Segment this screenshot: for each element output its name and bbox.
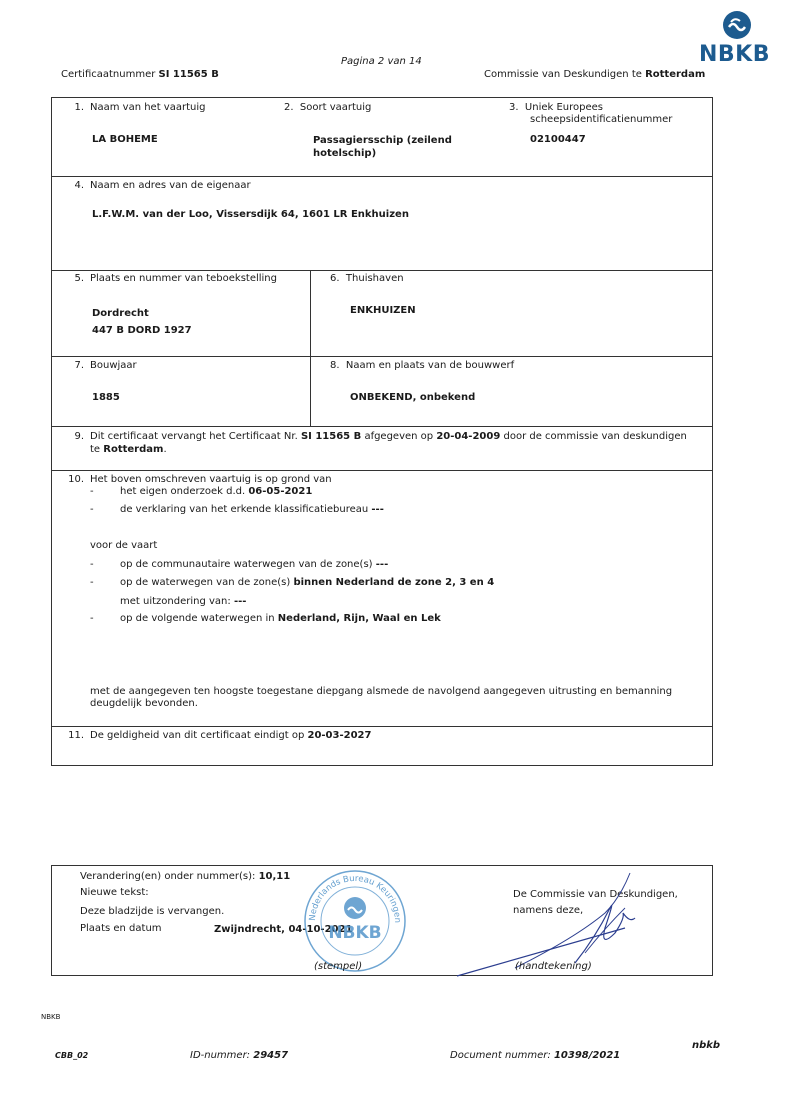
footer-id: ID-nummer: 29457 — [190, 1050, 289, 1061]
commission-line: Commissie van Deskundigen te Rotterdam — [484, 69, 706, 80]
field-3-label: 3. Uniek Europees scheepsidentificatienummer — [509, 102, 673, 125]
nbkb-logo: NBKB — [697, 10, 787, 70]
new-text-label: Nieuwe tekst: — [80, 887, 149, 898]
page-replaced: Deze bladzijde is vervangen. — [80, 906, 225, 917]
vessel-name: LA BOHEME — [92, 134, 158, 145]
stamp-caption: (stempel) — [314, 961, 363, 972]
field-7-label: 7. Bouwjaar — [74, 360, 137, 371]
field-10-end: met de aangegeven ten hoogste toegestane diepgang alsmede de navolgend aangegeven uitrusting en bemanning deugdelijk bevonden. — [90, 686, 673, 709]
commission-signoff: De Commissie van Deskundigen, namens deze, — [513, 889, 678, 916]
certificate-number-line — [61, 69, 219, 80]
cert-label: Certificaatnummer — [61, 69, 156, 80]
field-11: 11. De geldigheid van dit certificaat eindigt op 20-03-2027 — [68, 730, 372, 741]
cert-number: SI 11565 B — [158, 69, 219, 80]
field-10-c1: - op de communautaire waterwegen van de zone(s) --- — [90, 559, 389, 570]
footer-small-logo: NBKB — [41, 1013, 61, 1021]
footer-code: CBB_02 — [55, 1051, 89, 1060]
changes-numbers: Verandering(en) onder nummer(s): 10,11 — [80, 871, 291, 882]
footer-nbkb: nbkb — [692, 1040, 721, 1051]
eni-number: 02100447 — [530, 134, 586, 145]
field-5-label: 5. Plaats en nummer van teboekstelling — [74, 273, 277, 284]
field-10-bullet-2: - de verklaring van het erkende klassificatiebureau --- — [90, 504, 384, 515]
field-6-label: 6. Thuishaven — [330, 273, 404, 284]
place-date: Zwijndrecht, 04-10-2021 — [214, 924, 353, 935]
field-10-c2: - op de waterwegen van de zone(s) binnen Nederland de zone 2, 3 en 4 — [90, 577, 495, 588]
field-9: 9. Dit certificaat vervangt het Certificaat Nr. SI 11565 B afgegeven op 20-04-2009 door de commissie van deskundigen te Rotterdam. — [74, 431, 687, 455]
field-4-label: 4. Naam en adres van de eigenaar — [74, 180, 251, 191]
official-stamp — [300, 866, 410, 976]
build-year: 1885 — [92, 392, 120, 403]
svg-text:NBKB: NBKB — [328, 923, 382, 943]
field-10-c3: met uitzondering van: --- — [120, 596, 247, 607]
field-2-label: 2. Soort vaartuig — [284, 102, 372, 113]
stamp-icon — [300, 866, 410, 976]
field-1-label: 1. Naam van het vaartuig — [74, 102, 206, 113]
registration: Dordrecht 447 B DORD 1927 — [92, 308, 192, 336]
footer-document-number: Document nummer: 10398/2021 — [450, 1050, 621, 1061]
svg-text:Nederlands Bureau Keuringen Bi: Nederlands Bureau Keuringen — [307, 873, 403, 924]
field-10-bullet-1: - het eigen onderzoek d.d. 06-05-2021 — [90, 486, 313, 497]
signature-caption: (handtekening) — [515, 961, 592, 972]
nbkb-logo-icon — [722, 10, 752, 40]
shipyard: ONBEKEND, onbekend — [350, 392, 476, 403]
field-10-intro: 10. Het boven omschreven vaartuig is op grond van — [68, 474, 332, 485]
field-10-voor: voor de vaart — [90, 540, 158, 551]
home-port: ENKHUIZEN — [350, 305, 416, 316]
field-8-label: 8. Naam en plaats van de bouwwerf — [330, 360, 515, 371]
field-10-c4: - op de volgende waterwegen in Nederland, Rijn, Waal en Lek — [90, 613, 441, 624]
owner-address: L.F.W.M. van der Loo, Vissersdijk 64, 1601 LR Enkhuizen — [92, 209, 409, 220]
place-date-label: Plaats en datum — [80, 923, 162, 934]
page-indicator: Pagina 2 van 14 — [341, 56, 422, 67]
vessel-type: Passagiersschip (zeilend hotelschip) — [313, 135, 452, 159]
